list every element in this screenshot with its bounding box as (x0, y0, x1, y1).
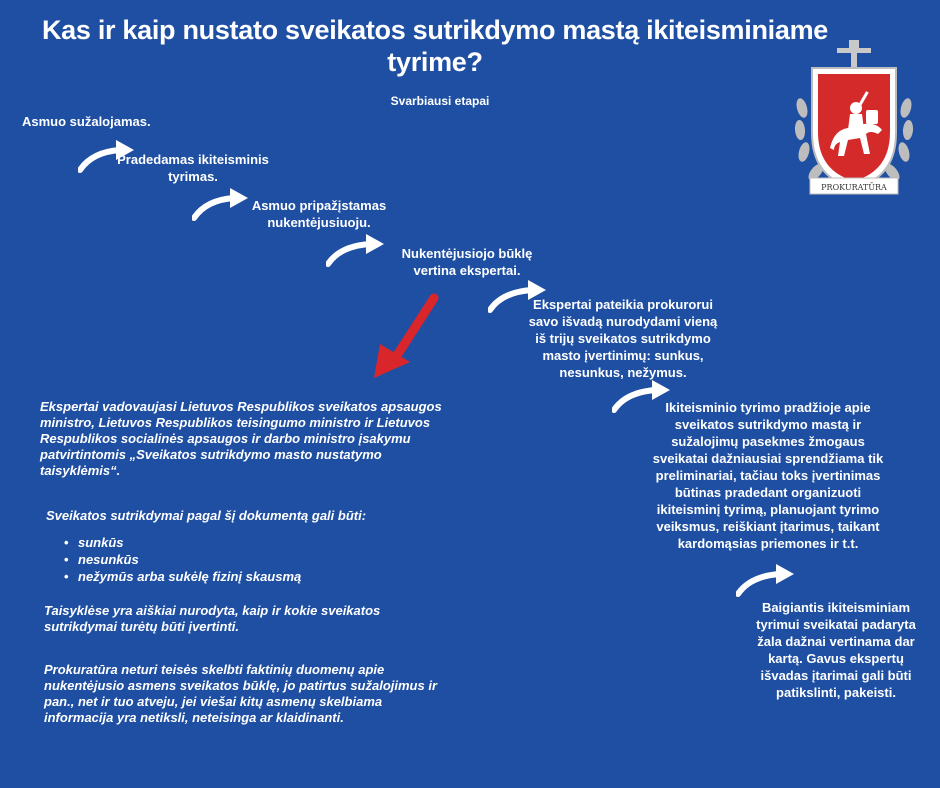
red-arrow-icon (372, 292, 442, 382)
step-3: Asmuo pripažįstamas nukentėjusiuoju. (251, 198, 387, 230)
page-title: Kas ir kaip nustato sveikatos sutrikdymo mastą ikiteisminiame tyrime? (41, 15, 829, 77)
step-5: Ekspertai pateikia prokurorui savo išvadą nurodydami vieną iš trijų sveikatos sutrikdymo masto įvertinimų: sunkus, nesunkus, nežymus. (528, 297, 718, 380)
step-4: Nukentėjusiojo būklę vertina ekspertai. (401, 246, 533, 278)
subtitle: Svarbiausi etapai (390, 94, 490, 108)
injury-types-intro: Sveikatos sutrikdymai pagal šį dokumentą gali būti: (46, 508, 367, 523)
crest-emblem-icon (790, 38, 918, 204)
prokuratura-crest (790, 38, 918, 204)
step-2: Pradedamas ikiteisminis tyrimas. (117, 152, 269, 184)
injury-types-list (46, 534, 438, 585)
privacy-note-text: Prokuratūra neturi teisės skelbti faktinių duomenų apie nukentėjusio asmens sveikatos būklę, jo patirtus sužalojimus ir pan., net ir tuo atveju, jei viešai kitų asmenų skelbiama informacija yra netiksli, neteisinga ar klaidinanti. (44, 662, 438, 725)
list-item: • nežymūs arba sukėlę fizinį skausmą (78, 568, 438, 585)
curved-arrow-icon (326, 232, 388, 268)
rules-note-text: Taisyklėse yra aiškiai nurodyta, kaip ir kokie sveikatos sutrikdymai turėtų būti įvertinti. (44, 603, 381, 634)
experts-rules-text: Ekspertai vadovaujasi Lietuvos Respublikos sveikatos apsaugos ministro, Lietuvos Respublikos teisingumo ministro ir Lietuvos Respublikos socialinės apsaugos ir darbo ministro įsakymu patvirtintomis „Sveikatos sutrikdymo masto nustatymo taisyklėmis“. (40, 399, 442, 478)
step-1: Asmuo sužalojamas. (22, 114, 151, 129)
list-item: • nesunkūs (78, 551, 438, 568)
list-item: • sunkūs (78, 534, 438, 551)
curved-arrow-icon (736, 562, 798, 598)
step-7: Baigiantis ikiteisminiam tyrimui sveikatai padaryta žala dažnai vertinama dar kartą. Gavus ekspertų išvadas įtarimai gali būti patikslinti, pakeisti. (756, 600, 916, 700)
step-6: Ikiteisminio tyrimo pradžioje apie sveikatos sutrikdymo mastą ir sužalojimų pasekmes žmogaus sveikatai dažniausiai sprendžiama tik preliminariai, tačiau toks įvertinimas būtinas pradedant organizuoti ikiteisminį tyrimą, planuojant tyrimo veiksmus, reiškiant įtarimus, taikant kardomąsias priemones ir t.t. (652, 400, 884, 551)
crest-label: PROKURATŪRA (821, 183, 887, 192)
